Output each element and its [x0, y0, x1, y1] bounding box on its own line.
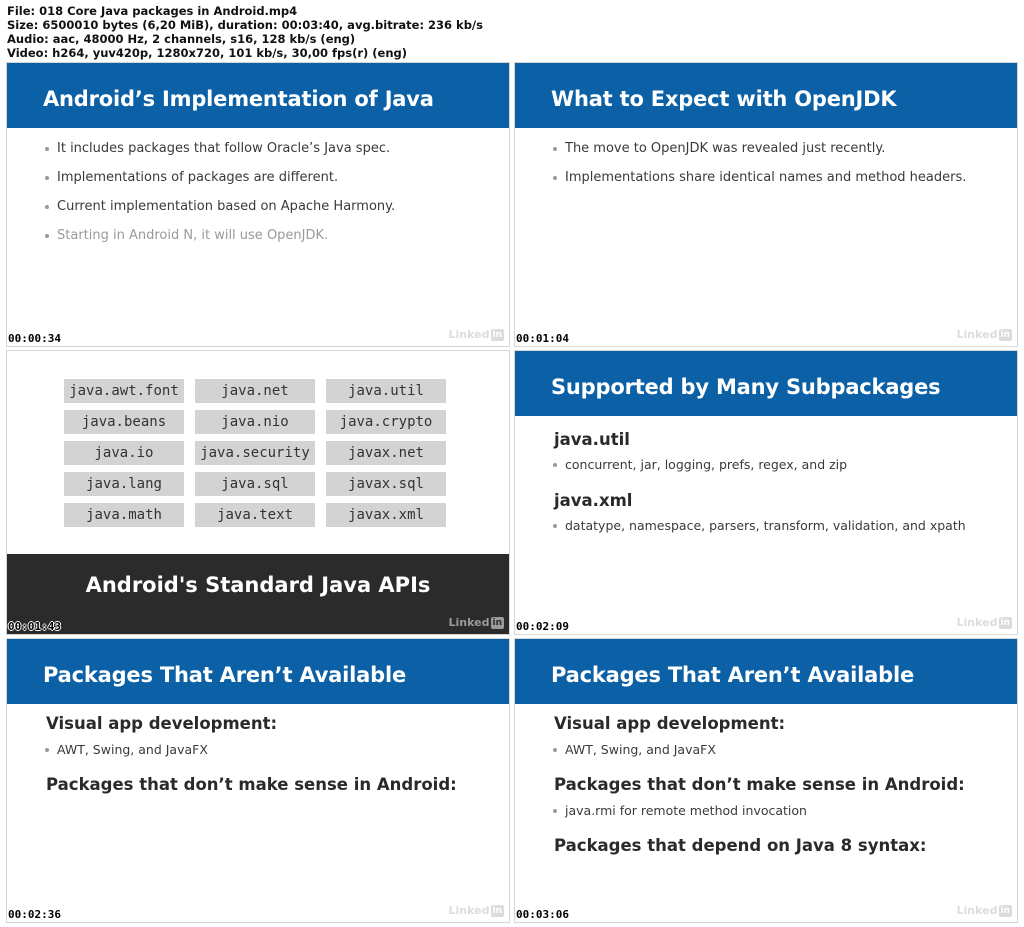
package-chip: javax.sql: [326, 472, 446, 496]
package-chip: java.text: [195, 503, 315, 527]
section-heading: java.xml: [554, 491, 633, 510]
linkedin-logo: [449, 328, 504, 341]
thumbnail-frame-1[interactable]: [7, 63, 509, 346]
bullet-list: [45, 141, 395, 257]
section-item: concurrent, jar, logging, prefs, regex, and zip: [553, 457, 847, 472]
timestamp: 00:02:36: [8, 908, 61, 921]
bullet-item: Starting in Android N, it will use OpenJDK.: [45, 228, 395, 257]
linkedin-logo: [449, 904, 504, 917]
thumbnail-frame-4[interactable]: [515, 351, 1017, 634]
section-heading: Visual app development:: [46, 714, 278, 733]
brand-in: in: [1000, 329, 1010, 340]
package-chip: java.lang: [64, 472, 184, 496]
timestamp: 00:01:04: [516, 332, 569, 345]
linkedin-logo: [957, 904, 1012, 917]
timestamp: 00:01:43: [8, 620, 61, 633]
bullet-item: Current implementation based on Apache Harmony.: [45, 199, 395, 228]
brand-text: Linked: [448, 904, 490, 917]
package-chip: java.sql: [195, 472, 315, 496]
bullet-list: [553, 141, 966, 199]
thumbnail-frame-5[interactable]: [7, 639, 509, 922]
package-chip: java.net: [195, 379, 315, 403]
package-chip: javax.net: [326, 441, 446, 465]
package-chip: java.nio: [195, 410, 315, 434]
slide-title: Packages That Aren’t Available: [43, 663, 406, 687]
timestamp: 00:03:06: [516, 908, 569, 921]
section-heading: Packages that don’t make sense in Android:: [46, 775, 457, 794]
package-chip: javax.xml: [326, 503, 446, 527]
brand-in: in: [1000, 905, 1010, 916]
brand-text: Linked: [956, 904, 998, 917]
brand-in: in: [1000, 617, 1010, 628]
timestamp: 00:00:34: [8, 332, 61, 345]
timestamp: 00:02:09: [516, 620, 569, 633]
file-info-name: File: 018 Core Java packages in Android.mp4: [7, 4, 298, 18]
brand-text: Linked: [956, 616, 998, 629]
package-chip: java.math: [64, 503, 184, 527]
section-item: datatype, namespace, parsers, transform, validation, and xpath: [553, 518, 966, 533]
section-item: java.rmi for remote method invocation: [553, 803, 807, 818]
file-info: [7, 4, 483, 60]
package-chip: java.io: [64, 441, 184, 465]
file-info-video: Video: h264, yuv420p, 1280x720, 101 kb/s, 30,00 fps(r) (eng): [7, 46, 408, 60]
file-info-size: Size: 6500010 bytes (6,20 MiB), duration: 00:03:40, avg.bitrate: 236 kb/s: [7, 18, 483, 32]
brand-text: Linked: [956, 328, 998, 341]
thumbnail-frame-6[interactable]: [515, 639, 1017, 922]
package-grid: [64, 379, 446, 527]
section-heading: Visual app development:: [554, 714, 786, 733]
bullet-item: The move to OpenJDK was revealed just recently.: [553, 141, 966, 170]
slide-title: Supported by Many Subpackages: [551, 375, 941, 399]
bullet-item: Implementations share identical names and method headers.: [553, 170, 966, 199]
linkedin-logo: [957, 328, 1012, 341]
slide-title: What to Expect with OpenJDK: [551, 87, 897, 111]
slide-title: Packages That Aren’t Available: [551, 663, 914, 687]
thumbnail-frame-3[interactable]: [7, 351, 509, 634]
file-info-audio: Audio: aac, 48000 Hz, 2 channels, s16, 128 kb/s (eng): [7, 32, 356, 46]
brand-in: in: [492, 905, 502, 916]
section-heading: Packages that depend on Java 8 syntax:: [554, 836, 927, 855]
slide-title: Android’s Implementation of Java: [43, 87, 434, 111]
bullet-item: Implementations of packages are different.: [45, 170, 395, 199]
section-heading: Packages that don’t make sense in Android:: [554, 775, 965, 794]
bullet-item: It includes packages that follow Oracle’s Java spec.: [45, 141, 395, 170]
package-chip: java.awt.font: [64, 379, 184, 403]
brand-in: in: [492, 329, 502, 340]
thumbnail-frame-2[interactable]: [515, 63, 1017, 346]
section-item: AWT, Swing, and JavaFX: [553, 742, 716, 757]
section-item: AWT, Swing, and JavaFX: [45, 742, 208, 757]
linkedin-logo: [449, 616, 504, 629]
section-heading: java.util: [554, 430, 630, 449]
slide-title: Android's Standard Java APIs: [85, 573, 431, 597]
package-chip: java.security: [195, 441, 315, 465]
package-chip: java.crypto: [326, 410, 446, 434]
package-chip: java.util: [326, 379, 446, 403]
brand-text: Linked: [448, 328, 490, 341]
linkedin-logo: [957, 616, 1012, 629]
package-chip: java.beans: [64, 410, 184, 434]
brand-in: in: [492, 617, 502, 628]
brand-text: Linked: [448, 616, 490, 629]
